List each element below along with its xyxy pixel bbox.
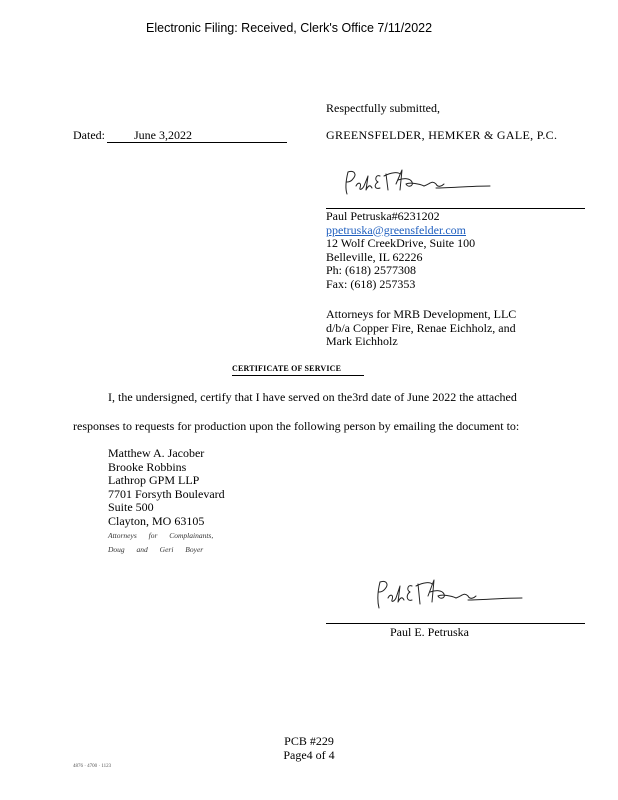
recipient-line5: Suite 500	[108, 500, 154, 514]
recipient-line6: Clayton, MO 63105	[108, 513, 205, 528]
recipient-line4: 7701 Forsyth Boulevard	[108, 486, 225, 501]
firm-name: GREENSFELDER, HEMKER & GALE, P.C.	[326, 128, 558, 142]
signer-phone: Ph: (618) 2577308	[326, 263, 416, 277]
attorneys-line1: Attorneys for MRB Development, LLC	[326, 307, 517, 321]
certificate-heading-underline	[232, 375, 364, 376]
respectfully-submitted: Respectfully submitted,	[326, 101, 440, 115]
attorneys-line2: d/b/a Copper Fire, Renae Eichholz, and	[326, 320, 516, 335]
dated-value: June 3,2022	[134, 128, 192, 142]
signature-line-bottom	[326, 623, 585, 624]
recipient-line3: Lathrop GPM LLP	[108, 473, 200, 487]
recipient-line1: Matthew A. Jacober	[108, 446, 205, 460]
filing-stamp: Electronic Filing: Received, Clerk's Office 7/11/2022	[146, 21, 433, 35]
attorneys-for-block	[326, 308, 516, 349]
dated-underline	[107, 142, 287, 143]
attorneys-line3: Mark Eichholz	[326, 334, 398, 348]
dated-label: Dated:	[73, 128, 105, 142]
signature-image-top	[340, 162, 500, 202]
signer-block	[326, 210, 475, 291]
footer-page-number: Page4 of 4	[283, 748, 335, 762]
certificate-heading: CERTIFICATE OF SERVICE	[232, 364, 342, 373]
footer-case-number: PCB #229	[284, 734, 334, 748]
signer-address-line2: Belleville, IL 62226	[326, 249, 423, 264]
certify-text-line1: I, the undersigned, certify that I have served on the3rd date of June 2022 the attached	[108, 390, 517, 404]
signer-email-link[interactable]: ppetruska@greensfelder.com	[326, 222, 466, 237]
footer-document-id: 4876 · 4700 · 1123	[73, 764, 112, 769]
recipient-block	[108, 447, 225, 528]
recipient-note1: Attorneys for Complainants,	[108, 531, 214, 540]
recipient-line2: Brooke Robbins	[108, 459, 187, 474]
signer-fax: Fax: (618) 257353	[326, 276, 416, 291]
signer-address-line1: 12 Wolf CreekDrive, Suite 100	[326, 236, 476, 250]
bottom-signer-name: Paul E. Petruska	[390, 625, 469, 639]
signer-name-bar-number: Paul Petruska#6231202	[326, 209, 440, 223]
signature-image-bottom	[372, 574, 532, 614]
certify-text-line2: responses to requests for production upon the following person by emailing the document to:	[73, 419, 520, 433]
recipient-note2: Doug and Geri Boyer	[108, 545, 204, 554]
